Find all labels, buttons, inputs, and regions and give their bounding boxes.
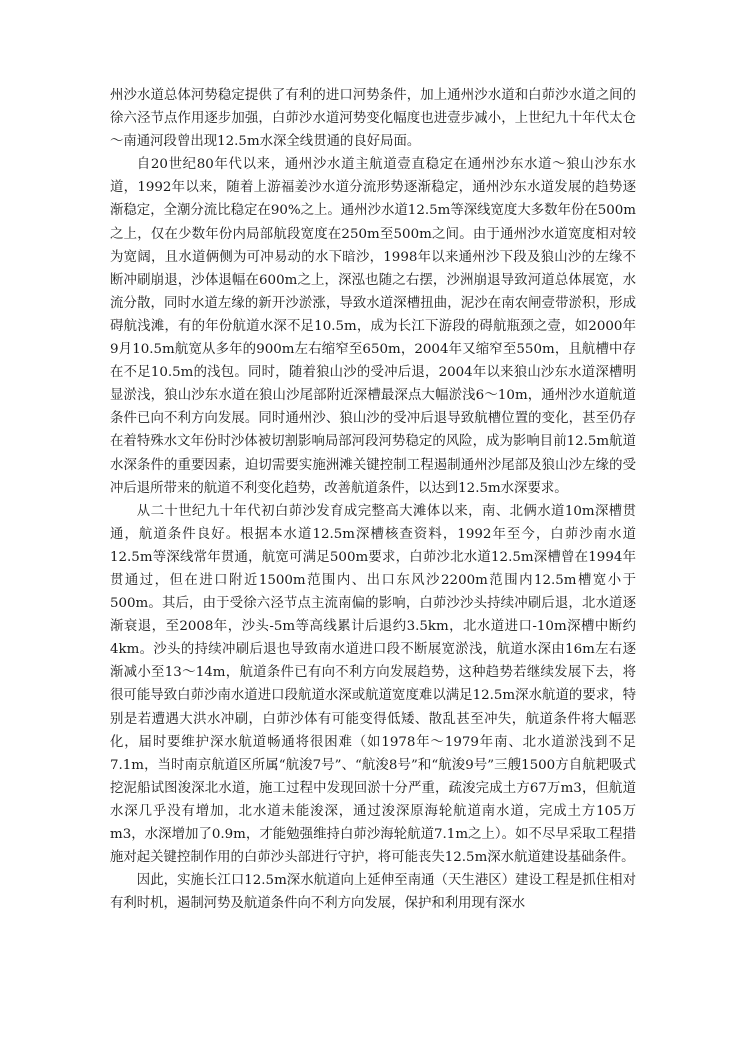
body-text [110,84,636,915]
paragraph-baimaosha: 从二十世纪九十年代初白茆沙发育成完整高大滩体以来，南、北俩水道10m深槽贯通，航道条件良好。根据本水道12.5m深槽核查资料，1992年至今，白茆沙南水道12.5m等深线常年贯通，航宽可满足500m要求，白茆沙北水道12.5m深槽曾在1994年贯通过，但在进口附近1500m范围内、出口东风沙2200m范围内12.5m槽宽小于500m。其后，由于受徐六泾节点主流南偏的影响，白茆沙沙头持续冲刷后退，北水道逐渐衰退，至2008年，沙头-5m等高线累计后退约3.5km，北水道进口-10m深槽中断约4km。沙头的持续冲刷后退也导致南水道进口段不断展宽淤浅，航道水深由16m左右逐渐减小至13～14m，航道条件已有向不利方向发展趋势，这种趋势若继续发展下去，将很可能导致白茆沙南水道进口段航道水深或航道宽度难以满足12.5m深水航道的要求，特别是若遭遇大洪水冲刷，白茆沙体有可能变得低矮、散乱甚至冲失，航道条件将大幅恶化，届时要维护深水航道畅通将很困难（如1978年～1979年南、北水道淤浅到不足7.1m，当时南京航道区所属“航浚7号”、“航浚8号”和“航浚9号”三艘1500方自航耙吸式挖泥船试图浚深北水道，施工过程中发现回淤十分严重，疏浚完成土方67万m3，但航道水深几乎没有增加，北水道未能浚深，通过浚深原海轮航道南水道，完成土方105万m3，水深增加了0.9m，才能勉强维持白茆沙海轮航道7.1m之上）。如不尽早采取工程措施对起关键控制作用的白茆沙头部进行守护，将可能丧失12.5m深水航道建设基础条件。 [110,503,636,866]
paragraph-conclusion: 因此，实施长江口12.5m深水航道向上延伸至南通（天生港区）建设工程是抓住相对有利时机，遏制河势及航道条件向不利方向发展，保护和利用现有深水 [110,873,636,912]
paragraph-tongzhousha: 自20世纪80年代以来，通州沙水道主航道壹直稳定在通州沙东水道～狼山沙东水道，1992年以来，随着上游福姜沙水道分流形势逐渐稳定，通州沙东水道发展的趋势逐渐稳定，全潮分流比稳定在90%之上。通州沙水道12.5m等深线宽度大多数年份在500m之上，仅在少数年份内局部航段宽度在250m至500m之间。由于通州沙水道宽度相对较为宽阔，且水道俩侧为可冲易动的水下暗沙，1998年以来通州沙下段及狼山沙的左缘不断冲刷崩退，沙体退幅在600m之上，深泓也随之右摆，沙洲崩退导致河道总体展宽，水流分散，同时水道左缘的新开沙淤涨，导致水道深槽扭曲，泥沙在南农闸壹带淤积，形成碍航浅滩，有的年份航道水深不足10.5m，成为长江下游段的碍航瓶颈之壹，如2000年9月10.5m航宽从多年的900m左右缩窄至650m，2004年又缩窄至550m，且航槽中存在不足10.5m的浅包。同时，随着狼山沙的受冲后退，2004年以来狼山沙东水道深槽明显淤浅，狼山沙东水道在狼山沙尾部附近深槽最深点大幅淤浅6～10m，通州沙水道航道条件已向不利方向发展。同时通州沙、狼山沙的受冲后退导致航槽位置的变化，甚至仍存在着特殊水文年份时沙体被切割影响局部河段河势稳定的风险，成为影响目前12.5m航道水深条件的重要因素，迫切需要实施洲滩关键控制工程遏制通州沙尾部及狼山沙左缘的受冲后退所带来的航道不利变化趋势，改善航道条件，以达到12.5m水深要求。 [110,157,636,496]
paragraph-continued: 州沙水道总体河势稳定提供了有利的进口河势条件，加上通州沙水道和白茆沙水道之间的徐六泾节点作用逐步加强，白茆沙水道河势变化幅度也进壹步减小，上世纪九十年代太仓～南通河段曾出现12.5m水深全线贯通的良好局面。 [110,88,636,150]
